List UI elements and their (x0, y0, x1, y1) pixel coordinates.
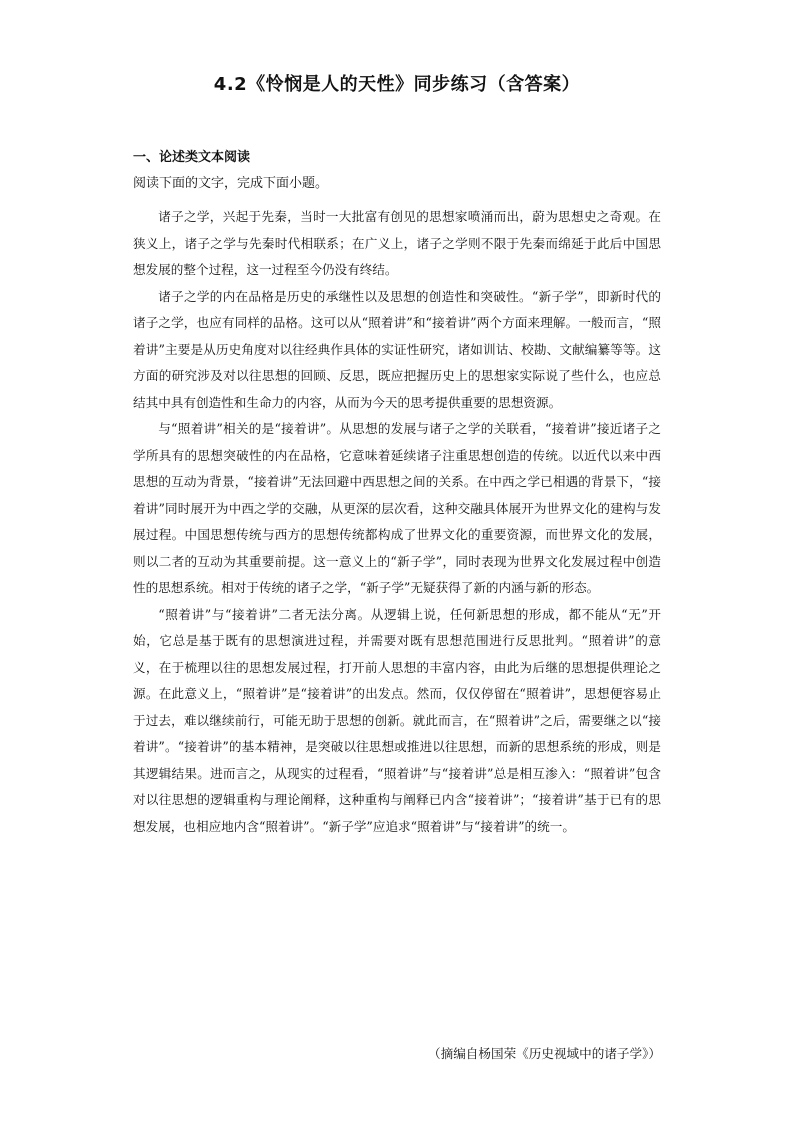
page-title: 4.2《怜悯是人的天性》同步练习（含答案） (213, 74, 581, 95)
article-paragraph-2: 诸子之学的内在品格是历史的承继性以及思想的创造性和突破性。“新子学”，即新时代的诸子之学，也应有同样的品格。这可以从“照着讲”和“接着讲”两个方面来理解。一般而言，“照着讲”主要是从历史角度对以往经典作具体的实证性研究，诸如训诂、校勘、文献编纂等等。这方面的研究涉及对以往思想的回顾、反思，既应把握历史上的思想家实际说了些什么，也应总结其中具有创造性和生命力的内容，从而为今天的思考提供重要的思想资源。 (133, 288, 661, 410)
article-body (133, 204, 661, 840)
article-paragraph-1: 诸子之学，兴起于先秦，当时一大批富有创见的思想家喷涌而出，蔚为思想史之奇观。在狭义上，诸子之学与先秦时代相联系；在广义上，诸子之学则不限于先秦而绵延于此后中国思想发展的整个过程，这一过程至今仍没有终结。 (133, 209, 661, 277)
source-citation: （摘编自杨国荣《历史视域中的诸子学》） (428, 1046, 661, 1061)
section-heading: 一、论述类文本阅读 (133, 150, 251, 165)
article-paragraph-3: 与“照着讲”相关的是“接着讲”。从思想的发展与诸子之学的关联看，“接着讲”接近诸子之学所具有的思想突破性的内在品格，它意味着延续诸子注重思想创造的传统。以近代以来中西思想的互动为背景，“接着讲”无法回避中西思想之间的关系。在中西之学已相遇的背景下，“接着讲”同时展开为中西之学的交融，从更深的层次看，这种交融具体展开为世界文化的建构与发展过程。中国思想传统与西方的思想传统都构成了世界文化的重要资源，而世界文化的发展，则以二者的互动为其重要前提。这一意义上的“新子学”，同时表现为世界文化发展过程中创造性的思想系统。相对于传统的诸子之学，“新子学”无疑获得了新的内涵与新的形态。 (133, 421, 661, 595)
article-paragraph-4: “照着讲”与“接着讲”二者无法分离。从逻辑上说，任何新思想的形成，都不能从“无”开始，它总是基于既有的思想演进过程，并需要对既有思想范围进行反思批判。“照着讲”的意义，在于梳理以往的思想发展过程，打开前人思想的丰富内容，由此为后继的思想提供理论之源。在此意义上，“照着讲”是“接着讲”的出发点。然而，仅仅停留在“照着讲”，思想便容易止于过去，难以继续前行，可能无助于思想的创新。就此而言，在“照着讲”之后，需要继之以“接着讲”。“接着讲”的基本精神，是突破以往思想或推进以往思想，而新的思想系统的形成，则是其逻辑结果。进而言之，从现实的过程看，“照着讲”与“接着讲”总是相互渗入：“照着讲”包含对以往思想的逻辑重构与理论阐释，这种重构与阐释已内含“接着讲”；“接着讲”基于已有的思想发展，也相应地内含“照着讲”。“新子学”应追求“照着讲”与“接着讲”的统一。 (133, 606, 661, 834)
reading-instruction: 阅读下面的文字，完成下面小题。 (133, 176, 329, 191)
